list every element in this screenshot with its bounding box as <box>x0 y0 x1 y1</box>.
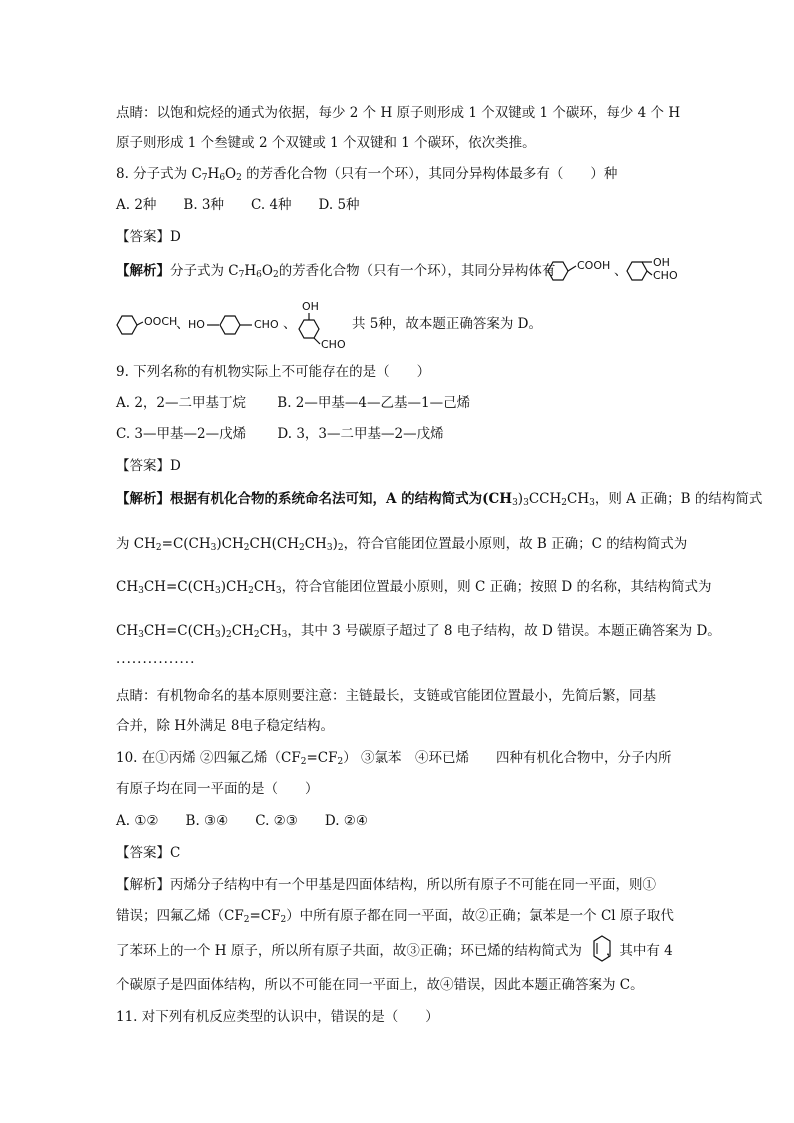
ho-label: HO <box>188 318 205 331</box>
q9-analysis-line-2: 为 $CH_2=C(CH_3)CH_2CH(CH_2CH_3)_2$，符合官能团位置最小原则，故 B 正确；C 的结构简式为 <box>116 536 688 553</box>
sep-2: 、 <box>176 316 190 332</box>
q10-analysis-line-4: 个碳原子是四面体结构，所以不可能在同一平面上，故④错误，因此本题正确答案为 C。 <box>116 977 644 993</box>
oh-label-2: OH <box>302 300 319 313</box>
q10-stem-line-2: 有原子均在同一平面的是（ ） <box>116 781 319 797</box>
q10-analysis-line-3: 了苯环上的一个 H 原子，所以所有原子共面，故③正确；环已烯的结构简式为 ，其中有 4 <box>116 943 673 959</box>
structure-hydroxybenzaldehyde-ortho <box>622 256 684 286</box>
cho-label: CHO <box>653 269 678 282</box>
structure-cyclohexene <box>591 934 613 964</box>
q10-answer: 【答案】C <box>116 845 181 861</box>
q9-analysis-line-3: $CH_3CH=C(CH_3)CH_2CH_3$，符合官能团位置最小原则，则 C 正确；按照 D 的名称，其结构简式为 <box>116 579 712 596</box>
sep-3: 、 <box>283 316 297 332</box>
structure-para-hydroxybenzaldehyde <box>188 310 288 340</box>
q10-options: A. ①② B. ③④ C. ②③ D. ②④ <box>116 813 369 829</box>
q9-options-cd: C. 3—甲基—2—戊烯 D. 3，3—二甲基—2—戊烯 <box>116 426 444 442</box>
structure-meta-hydroxybenzaldehyde <box>296 298 356 352</box>
q11-stem: 11. 对下列有机反应类型的认识中，错误的是（ ） <box>116 1009 439 1025</box>
q8-analysis-line-1: 【解析】分子式为 $C_7H_6O_2$的芳香化合物（只有一个环），其同分异构体有 <box>116 263 556 280</box>
sep-1: 、 <box>614 263 628 279</box>
structure-phenyl-formate <box>112 310 182 340</box>
q9-tip-line-2: 合并，除 H外满足 8电子稳定结构。 <box>116 718 334 734</box>
dotted-separator: ··············· <box>116 655 196 671</box>
cooh-label: COOH <box>577 259 611 272</box>
tip-line-2: 原子则形成 1 个叁键或 2 个双键或 1 个双键和 1 个碳环，依次类推。 <box>116 135 536 151</box>
q8-analysis-tail: 共 5种，故本题正确答案为 D。 <box>352 316 542 332</box>
q10-analysis-line-1: 【解析】丙烯分子结构中有一个甲基是四面体结构，所以所有原子不可能在同一平面，则① <box>116 877 656 893</box>
q8-options: A. 2种 B. 3种 C. 4种 D. 5种 <box>116 197 360 213</box>
q10-analysis-line-2: 错误；四氟乙烯$(CF_2=CF_2)$中所有原子都在同一平面，故②正确；氯苯是一个 Cl 原子取代 <box>116 908 674 925</box>
q9-tip-line-1: 点睛：有机物命名的基本原则要注意：主链最长，支链或官能团位置最小，先简后繁，同基 <box>116 688 656 704</box>
q9-stem: 9. 下列名称的有机物实际上不可能存在的是（ ） <box>116 364 431 380</box>
oocch-label: OOCH <box>144 315 178 328</box>
structure-benzoic-acid <box>543 256 619 286</box>
q8-stem: 8. 分子式为 $C_7H_6O_2$ 的芳香化合物（只有一个环），其同分异构体最多有（ ）种 <box>116 166 618 183</box>
cho-label-3: CHO <box>321 338 346 351</box>
q9-answer: 【答案】D <box>116 458 181 474</box>
oh-label: OH <box>653 256 670 269</box>
cho-label-2: CHO <box>254 318 279 331</box>
q10-stem-line-1: 10. 在①丙烯 ②四氟乙烯$(CF_2=CF_2)$ ③氯苯 ④环已烯 四种有机化合物中，分子内所 <box>116 750 672 767</box>
q8-answer: 【答案】D <box>116 229 181 245</box>
q9-options-ab: A. 2，2—二甲基丁烷 B. 2—甲基—4—乙基—1—己烯 <box>116 395 471 411</box>
q9-analysis-line-1: 【解析】根据有机化合物的系统命名法可知，A 的结构简式为$(CH_3)_3CCH_2CH_3$，则 A 正确；B 的结构简式 <box>116 491 763 508</box>
tip-line-1: 点睛：以饱和烷烃的通式为依据，每少 2 个 H 原子则形成 1 个双键或 1 个碳环，每少 4 个 H <box>116 105 681 121</box>
q9-analysis-line-4: $CH_3CH=C(CH_3)_2CH_2CH_3$，其中 3 号碳原子超过了 8 电子结构，故 D 错误。本题正确答案为 D。 <box>116 623 721 640</box>
